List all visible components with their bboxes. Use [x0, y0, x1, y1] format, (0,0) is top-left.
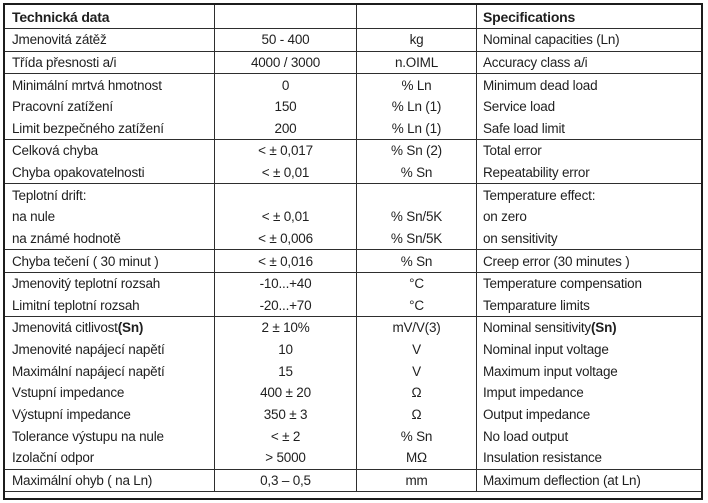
- unit-cell: Ω: [357, 382, 477, 404]
- label-en-cell: Creep error (30 minutes ): [483, 253, 630, 269]
- label-en-cell: Maximum deflection (at Ln): [483, 472, 641, 488]
- value-cell: > 5000: [215, 447, 357, 469]
- label-en-cell: on zero: [483, 209, 527, 225]
- table-row: [5, 470, 701, 493]
- table-row: [5, 29, 701, 52]
- label-cs-cell: Limit bezpečného zatížení: [5, 118, 215, 140]
- label-cs-cell: Pracovní zatížení: [5, 96, 215, 118]
- value-cell: < ± 0,006: [215, 228, 357, 250]
- label-cs-cell: Výstupní impedance: [5, 404, 215, 426]
- spec-table-body: [5, 29, 701, 492]
- value-cell: 4000 / 3000: [215, 52, 357, 74]
- table-row: [5, 339, 701, 361]
- table-row: [5, 206, 701, 228]
- label-cs-cell: Celková chyba: [5, 140, 215, 162]
- unit-cell: [357, 184, 477, 206]
- unit-cell: MΩ: [357, 447, 477, 469]
- label-cs-cell: Chyba tečení ( 30 minut ): [5, 250, 215, 272]
- label-en-cell: Maximum input voltage: [483, 363, 618, 379]
- value-cell: 400 ± 20: [215, 382, 357, 404]
- label-cs-cell: Maximální napájecí napětí: [5, 360, 215, 382]
- label-cs-cell: na známé hodnotě: [5, 228, 215, 250]
- label-en-cell: Nominal capacities (Ln): [483, 32, 620, 48]
- header-en-label: Specifications: [483, 8, 576, 25]
- label-en-cell: Service load: [483, 99, 555, 115]
- value-cell: 0: [215, 74, 357, 96]
- unit-cell: % Sn: [357, 162, 477, 184]
- label-en-cell: Repeatability error: [483, 165, 590, 181]
- unit-cell: °C: [357, 295, 477, 317]
- table-row: [5, 273, 701, 295]
- unit-cell: % Sn: [357, 425, 477, 447]
- value-cell: 200: [215, 118, 357, 140]
- table-row: [5, 382, 701, 404]
- spec-table: [3, 3, 703, 500]
- label-en-cell: Temperature effect:: [483, 187, 596, 203]
- unit-cell: % Ln (1): [357, 118, 477, 140]
- label-en-cell: Temparature limits: [483, 297, 590, 313]
- table-row: [5, 162, 701, 185]
- unit-cell: % Sn (2): [357, 140, 477, 162]
- label-en-cell: Imput impedance: [483, 385, 584, 401]
- table-row: [5, 74, 701, 96]
- table-row: [5, 295, 701, 318]
- label-cs-cell: Jmenovitá citlivost (Sn): [5, 317, 215, 339]
- label-cs-cell: Jmenovitý teplotní rozsah: [5, 273, 215, 295]
- label-cs-cell: Izolační odpor: [5, 447, 215, 469]
- header-cs-cell: [5, 5, 215, 28]
- label-cs-cell: Minimální mrtvá hmotnost: [5, 74, 215, 96]
- table-row: [5, 404, 701, 426]
- unit-cell: % Ln: [357, 74, 477, 96]
- value-cell: 2 ± 10%: [215, 317, 357, 339]
- unit-cell: % Sn: [357, 250, 477, 272]
- table-header-row: [5, 5, 701, 29]
- label-cs-cell: Vstupní impedance: [5, 382, 215, 404]
- value-cell: -10...+40: [215, 273, 357, 295]
- unit-cell: mm: [357, 470, 477, 492]
- label-cs-cell: Maximální ohyb ( na Ln): [5, 470, 215, 492]
- label-en-cell: on sensitivity: [483, 230, 558, 246]
- value-cell: < ± 0,01: [215, 206, 357, 228]
- unit-cell: % Ln (1): [357, 96, 477, 118]
- label-cs-cell: Chyba opakovatelnosti: [5, 162, 215, 184]
- label-cs-cell: Limitní teplotní rozsah: [5, 295, 215, 317]
- label-en-cell: No load output: [483, 428, 569, 444]
- label-en-cell: Temperature compensation: [483, 276, 642, 292]
- label-en-cell: Minimum dead load: [483, 77, 598, 93]
- label-en-cell: Output impedance: [483, 406, 591, 422]
- value-cell: 0,3 – 0,5: [215, 470, 357, 492]
- table-row: [5, 140, 701, 162]
- label-cs-cell: Tolerance výstupu na nule: [5, 425, 215, 447]
- unit-cell: V: [357, 360, 477, 382]
- value-cell: < ± 0,017: [215, 140, 357, 162]
- value-cell: < ± 0,01: [215, 162, 357, 184]
- value-cell: 15: [215, 360, 357, 382]
- label-en-cell: Safe load limit: [483, 120, 565, 136]
- value-cell: 10: [215, 339, 357, 361]
- label-en-cell: Insulation resistance: [483, 450, 602, 466]
- value-cell: [215, 184, 357, 206]
- table-row: [5, 425, 701, 447]
- table-row: [5, 317, 701, 339]
- unit-cell: kg: [357, 29, 477, 51]
- unit-cell: °C: [357, 273, 477, 295]
- label-cs-cell: Jmenovitá zátěž: [5, 29, 215, 51]
- table-row: [5, 96, 701, 118]
- label-cs-cell: Teplotní drift:: [5, 184, 215, 206]
- label-cs-cell: Jmenovité napájecí napětí: [5, 339, 215, 361]
- value-cell: 50 - 400: [215, 29, 357, 51]
- unit-cell: Ω: [357, 404, 477, 426]
- value-cell: 150: [215, 96, 357, 118]
- header-cs-label: Technická data: [12, 8, 110, 25]
- header-en-cell: [477, 5, 701, 28]
- label-en-cell: Accuracy class a/i: [483, 54, 588, 70]
- table-row: [5, 250, 701, 273]
- value-cell: -20...+70: [215, 295, 357, 317]
- unit-cell: mV/V(3): [357, 317, 477, 339]
- unit-cell: V: [357, 339, 477, 361]
- label-en-cell: Total error: [483, 143, 542, 159]
- table-row: [5, 360, 701, 382]
- table-row: [5, 228, 701, 251]
- table-row: [5, 52, 701, 75]
- label-cs-cell: Třída přesnosti a/i: [5, 52, 215, 74]
- label-en-cell: Nominal input voltage: [483, 342, 609, 358]
- value-cell: < ± 0,016: [215, 250, 357, 272]
- value-cell: < ± 2: [215, 425, 357, 447]
- header-unit-cell: [357, 5, 477, 28]
- table-row: [5, 118, 701, 141]
- unit-cell: n.OIML: [357, 52, 477, 74]
- table-row: [5, 184, 701, 206]
- label-cs-cell: na nule: [5, 206, 215, 228]
- table-row: [5, 447, 701, 470]
- label-en-cell: Nominal sensitivity (Sn): [483, 320, 617, 336]
- value-cell: 350 ± 3: [215, 404, 357, 426]
- unit-cell: % Sn/5K: [357, 206, 477, 228]
- table-bottom-gap: [5, 492, 701, 498]
- header-value-cell: [215, 5, 357, 28]
- unit-cell: % Sn/5K: [357, 228, 477, 250]
